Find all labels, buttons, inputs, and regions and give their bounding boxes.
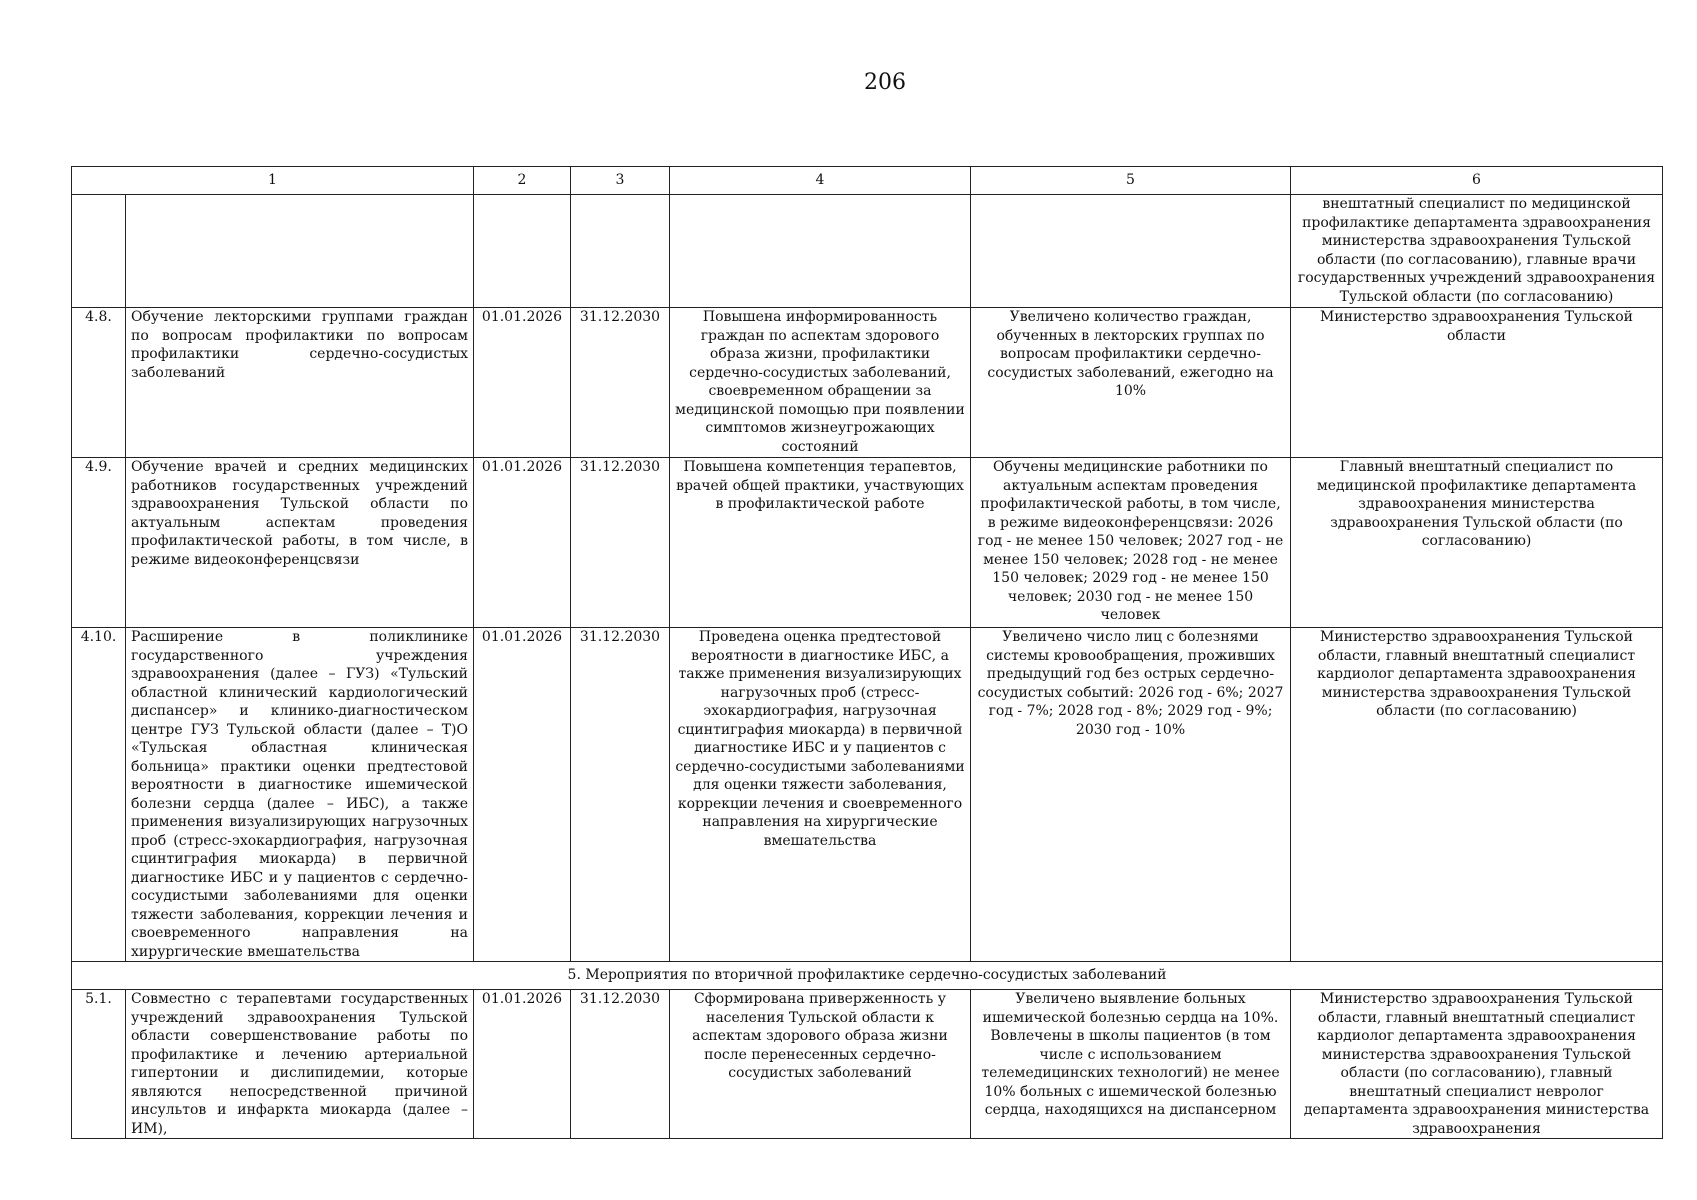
measure-name: Обучение лекторскими группами граждан по вопросам профилактики по вопросам профилактики сердечно-сосудистых заболеваний xyxy=(126,308,474,458)
cell-name xyxy=(126,195,474,308)
responsible: Министерство здравоохранения Тульской области xyxy=(1291,308,1663,458)
start-date: 01.01.2026 xyxy=(474,308,571,458)
row-number: 4.8. xyxy=(72,308,126,458)
expected-effect: Повышена информированность граждан по аспектам здорового образа жизни, профилактики сердечно-сосудистых заболеваний, своевременном обращении за медицинской помощью при появлении симптомов жизнеугрожающих состояний xyxy=(670,308,971,458)
start-date: 01.01.2026 xyxy=(474,990,571,1139)
header-col-6: 6 xyxy=(1291,167,1663,195)
table-row xyxy=(72,628,1663,962)
header-row xyxy=(72,167,1663,195)
header-col-5: 5 xyxy=(971,167,1291,195)
measures-table xyxy=(71,166,1663,1139)
table-row xyxy=(72,990,1663,1139)
header-col-2: 2 xyxy=(474,167,571,195)
start-date: 01.01.2026 xyxy=(474,628,571,962)
end-date: 31.12.2030 xyxy=(571,308,670,458)
cell-end xyxy=(571,195,670,308)
header-col-3: 3 xyxy=(571,167,670,195)
cell-effect xyxy=(670,195,971,308)
cell-indicator xyxy=(971,195,1291,308)
row-number: 4.9. xyxy=(72,458,126,628)
indicator: Увеличено количество граждан, обученных в лекторских группах по вопросам профилактики сердечно-сосудистых заболеваний, ежегодно на 10% xyxy=(971,308,1291,458)
measure-name: Расширение в поликлинике государственного учреждения здравоохранения (далее – ГУЗ) «Тульский областной клинический кардиологический диспансер» и клинико-диагностическом центре ГУЗ Тульской области (далее – Т)О «Тульская областная клиническая больница» практики оценки предтестовой вероятности в диагностике ишемической болезни сердца (далее – ИБС), а также применения визуализирующих нагрузочных проб (стресс-эхокардиография, нагрузочная сцинтиграфия миокарда) в первичной диагностике ИБС и у пациентов с сердечно-сосудистыми заболеваниями для оценки тяжести заболевания, коррекции лечения и своевременного направления на хирургические вмешательства xyxy=(126,628,474,962)
expected-effect: Сформирована приверженность у населения Тульской области к аспектам здорового образа жизни после перенесенных сердечно-сосудистых заболеваний xyxy=(670,990,971,1139)
cell-responsible: внештатный специалист по медицинской профилактике департамента здравоохранения министерства здравоохранения Тульской области (по согласованию), главные врачи государственных учреждений здравоохранения Тульской области (по согласованию) xyxy=(1291,195,1663,308)
start-date: 01.01.2026 xyxy=(474,458,571,628)
indicator: Увеличено число лиц с болезнями системы кровообращения, проживших предыдущий год без острых сердечно-сосудистых событий: 2026 год - 6%; 2027 год - 7%; 2028 год - 8%; 2029 год - 9%; 2030 год - 10% xyxy=(971,628,1291,962)
header-col-1: 1 xyxy=(72,167,474,195)
table-row xyxy=(72,458,1663,628)
page-number: 206 xyxy=(864,70,906,95)
section-row xyxy=(72,962,1663,990)
responsible: Министерство здравоохранения Тульской области, главный внештатный специалист кардиолог департамента здравоохранения министерства здравоохранения Тульской области (по согласованию) xyxy=(1291,628,1663,962)
cell-num xyxy=(72,195,126,308)
expected-effect: Проведена оценка предтестовой вероятности в диагностике ИБС, а также применения визуализирующих нагрузочных проб (стресс-эхокардиография, нагрузочная сцинтиграфия миокарда) в первичной диагностике ИБС и у пациентов с сердечно-сосудистыми заболеваниями для оценки тяжести заболевания, коррекции лечения и своевременного направления на хирургические вмешательства xyxy=(670,628,971,962)
responsible: Главный внештатный специалист по медицинской профилактике департамента здравоохранения министерства здравоохранения Тульской области (по согласованию) xyxy=(1291,458,1663,628)
table-row xyxy=(72,308,1663,458)
end-date: 31.12.2030 xyxy=(571,458,670,628)
end-date: 31.12.2030 xyxy=(571,990,670,1139)
expected-effect: Повышена компетенция терапевтов, врачей общей практики, участвующих в профилактической работе xyxy=(670,458,971,628)
measure-name: Совместно с терапевтами государственных учреждений здравоохранения Тульской области совершенствование работы по профилактике и лечению артериальной гипертонии и дислипидемии, которые являются непосредственной причиной инсультов и инфаркта миокарда (далее – ИМ), xyxy=(126,990,474,1139)
indicator: Обучены медицинские работники по актуальным аспектам проведения профилактической работы, в том числе, в режиме видеоконференцсвязи: 2026 год - не менее 150 человек; 2027 год - не менее 150 человек; 2028 год - не менее 150 человек; 2029 год - не менее 150 человек; 2030 год - не менее 150 человек xyxy=(971,458,1291,628)
continuation-row xyxy=(72,195,1663,308)
row-number: 4.10. xyxy=(72,628,126,962)
measure-name: Обучение врачей и средних медицинских работников государственных учреждений здравоохранения Тульской области по актуальным аспектам проведения профилактической работы, в том числе, в режиме видеоконференцсвязи xyxy=(126,458,474,628)
header-col-4: 4 xyxy=(670,167,971,195)
end-date: 31.12.2030 xyxy=(571,628,670,962)
responsible: Министерство здравоохранения Тульской области, главный внештатный специалист кардиолог департамента здравоохранения министерства здравоохранения Тульской области (по согласованию), главный внештатный специалист невролог департамента здравоохранения министерства здравоохранения xyxy=(1291,990,1663,1139)
row-number: 5.1. xyxy=(72,990,126,1139)
indicator: Увеличено выявление больных ишемической болезнью сердца на 10%. Вовлечены в школы пациентов (в том числе с использованием телемедицинских технологий) не менее 10% больных с ишемической болезнью сердца, находящихся на диспансерном xyxy=(971,990,1291,1139)
cell-start xyxy=(474,195,571,308)
section-title: 5. Мероприятия по вторичной профилактике сердечно-сосудистых заболеваний xyxy=(72,962,1663,990)
